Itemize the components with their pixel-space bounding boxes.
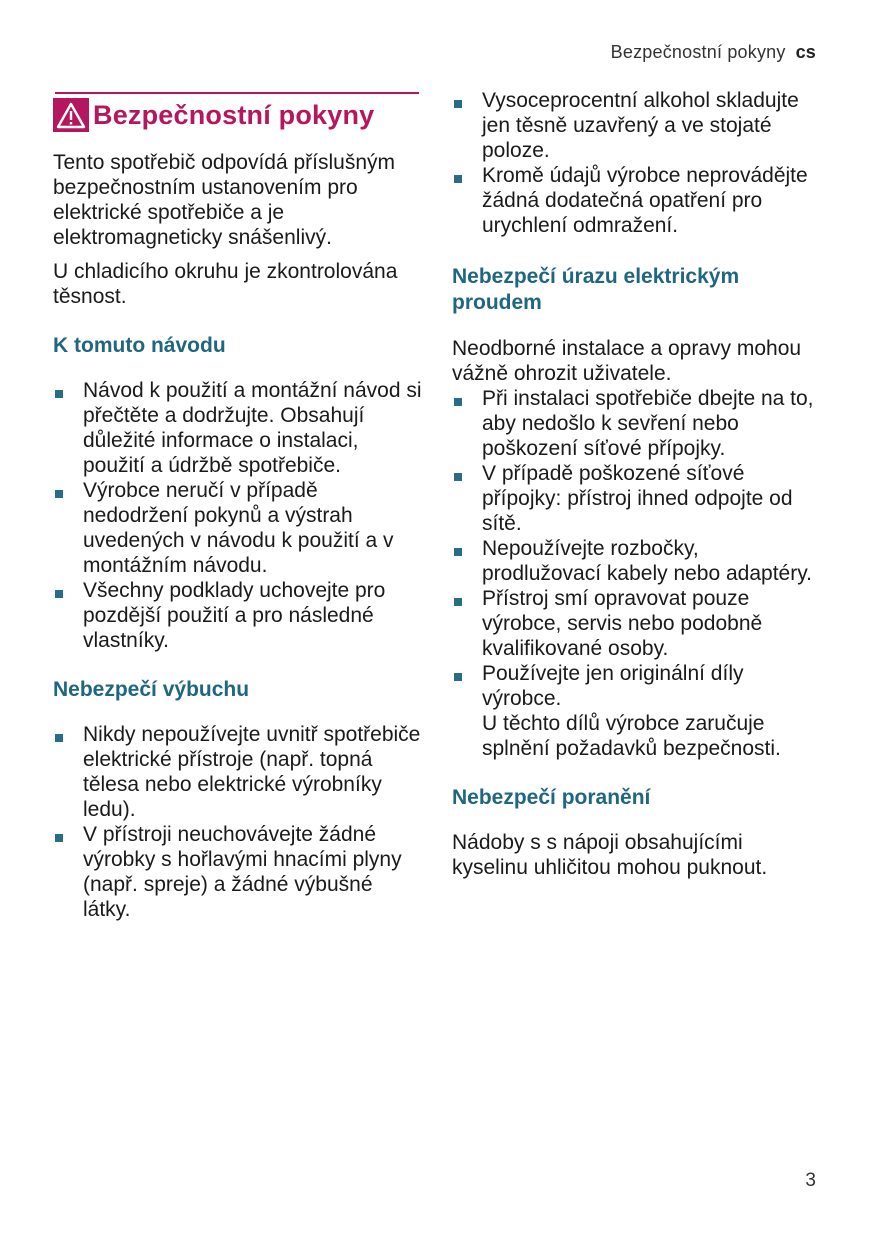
about-list (53, 378, 423, 653)
list-item-text: Návod k použití a montážní návod si přečtěte a dodržujte. Obsahují důležité informace o instalaci, použití a údržbě spotřebiče. (83, 379, 422, 477)
list-item-text: Používejte jen originální díly výrobce. (482, 662, 744, 710)
bullet-icon (454, 398, 462, 406)
list-item (452, 163, 822, 238)
bullet-icon (454, 598, 462, 606)
list-item-text: Vysoceprocentní alkohol skladujte jen těsně uzavřený a ve stojaté poloze. (482, 89, 799, 162)
left-column (53, 92, 423, 922)
list-item (452, 386, 822, 461)
header-language: cs (795, 42, 816, 62)
list-item (53, 478, 423, 578)
page-title: Bezpečnostní pokyny (93, 99, 375, 130)
bullet-icon (55, 390, 63, 398)
section-heading-injury: Nebezpečí poranění (452, 786, 651, 809)
page-number: 3 (805, 1170, 816, 1191)
list-item-text: Nepoužívejte rozbočky, prodlužovací kabely nebo adaptéry. (482, 537, 812, 585)
intro-paragraph: Tento spotřebič odpovídá příslušným bezpečnostním ustanovením pro elektrické spotřebiče a je elektromagneticky snášenlivý. (53, 151, 396, 249)
list-item-text: V případě poškozené síťové přípojky: přístroj ihned odpojte od sítě. (482, 462, 793, 535)
electric-intro: Neodborné instalace a opravy mohou vážně ohrozit uživatele. (452, 337, 802, 385)
list-item-text-extra: U těchto dílů výrobce zaručuje splnění požadavků bezpečnosti. (482, 712, 781, 760)
bullet-icon (454, 673, 462, 681)
bullet-icon (55, 490, 63, 498)
list-item-text: Přístroj smí opravovat pouze výrobce, servis nebo podobně kvalifikované osoby. (482, 587, 763, 660)
bullet-icon (55, 834, 63, 842)
electric-list (452, 386, 822, 761)
bullet-icon (454, 473, 462, 481)
list-item-text: Nikdy nepoužívejte uvnitř spotřebiče elektrické přístroje (např. topná tělesa nebo elektrické výrobníky ledu). (83, 723, 421, 821)
bullet-icon (55, 590, 63, 598)
section-heading-about: K tomuto návodu (53, 334, 226, 357)
list-item (53, 578, 423, 653)
bullet-icon (454, 175, 462, 183)
title-row (53, 98, 423, 132)
intro-paragraph-2: U chladicího okruhu je zkontrolována těsnost. (53, 260, 398, 308)
list-item (53, 378, 423, 478)
warning-triangle-icon (53, 98, 89, 132)
list-item (53, 822, 423, 922)
page-header (611, 42, 816, 63)
list-item (452, 88, 822, 163)
bullet-icon (454, 548, 462, 556)
list-item-text: Při instalaci spotřebiče dbejte na to, aby nedošlo k sevření nebo poškození síťové přípojky. (482, 387, 814, 460)
list-item (452, 586, 822, 661)
list-item-text: V přístroji neuchovávejte žádné výrobky s hořlavými hnacími plyny (např. spreje) a žádné výbušné látky. (83, 823, 402, 921)
injury-text: Nádoby s s nápoji obsahujícími kyselinu uhličitou mohou puknout. (452, 831, 768, 879)
bullet-icon (55, 734, 63, 742)
section-heading-electric: Nebezpečí úrazu elektrickým proudem (452, 265, 740, 314)
list-item-text: Kromě údajů výrobce neprovádějte žádná dodatečná opatření pro urychlení odmražení. (482, 164, 808, 237)
list-item (452, 661, 822, 761)
right-column (452, 88, 822, 880)
title-rule (55, 92, 419, 94)
explosion-list-left (53, 722, 423, 922)
list-item (53, 722, 423, 822)
section-heading-explosion: Nebezpečí výbuchu (53, 678, 250, 701)
list-item (452, 461, 822, 536)
list-item (452, 536, 822, 586)
header-section: Bezpečnostní pokyny (610, 42, 786, 62)
list-item-text: Výrobce neručí v případě nedodržení pokynů a výstrah uvedených v návodu k použití a v montážním návodu. (83, 479, 394, 577)
bullet-icon (454, 100, 462, 108)
list-item-text: Všechny podklady uchovejte pro pozdější použití a pro následné vlastníky. (83, 579, 386, 652)
explosion-list-right (452, 88, 822, 238)
